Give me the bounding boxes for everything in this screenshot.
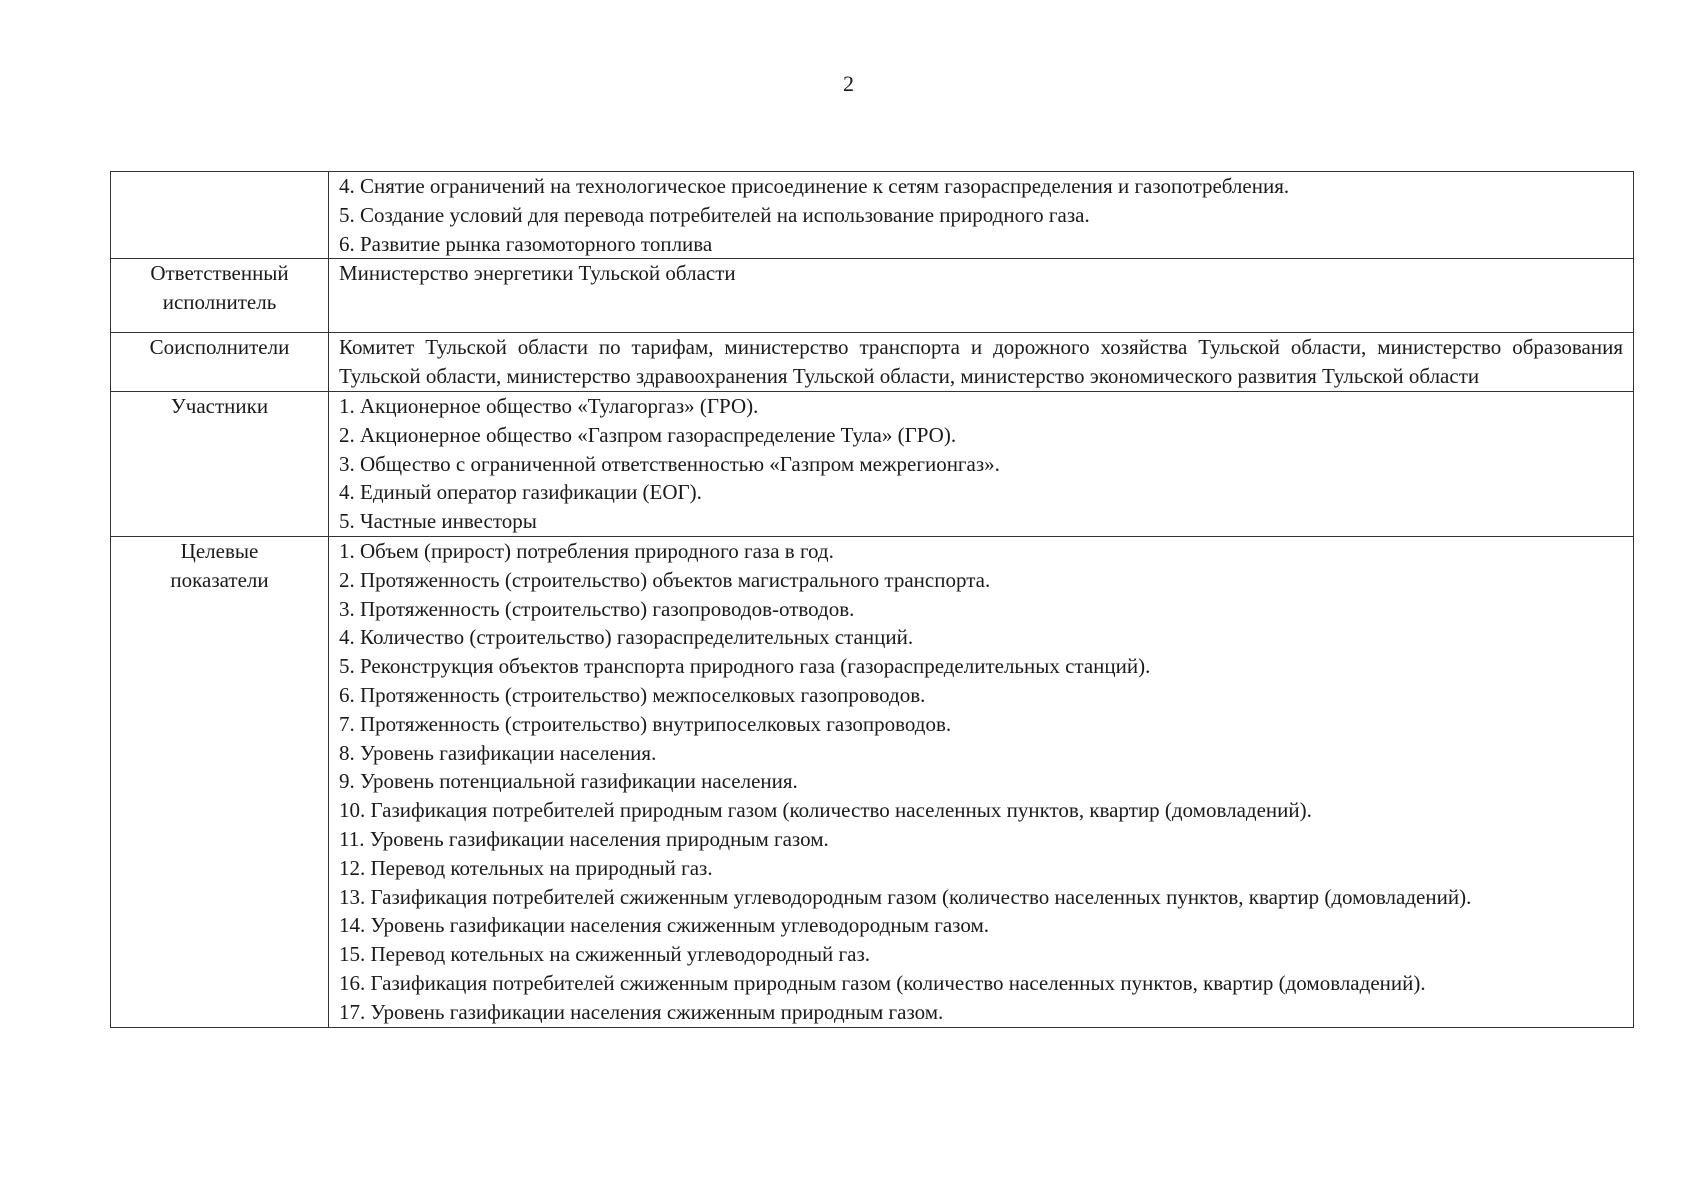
table-row-responsible [111, 259, 1634, 333]
list-item: 8. Уровень газификации населения. [339, 740, 657, 765]
targets-content-cell [329, 536, 1634, 1027]
targets-label-line: Целевые [180, 538, 259, 563]
coexecutors-label-cell: Соисполнители [111, 333, 329, 392]
responsible-label-cell [111, 259, 329, 333]
list-item: 5. Создание условий для перевода потребителей на использование природного газа. [339, 202, 1090, 227]
list-item: 1. Акционерное общество «Тулагоргаз» (ГРО). [339, 393, 759, 418]
list-item: 2. Протяженность (строительство) объектов магистрального транспорта. [339, 567, 991, 592]
list-item: 6. Протяженность (строительство) межпоселковых газопроводов. [339, 682, 926, 707]
list-item: 12. Перевод котельных на природный газ. [339, 855, 713, 880]
responsible-label-line: Ответственный [150, 261, 289, 286]
list-item: 10. Газификация потребителей природным газом (количество населенных пунктов, квартир (домовладений). [339, 798, 1312, 823]
list-item: 4. Единый оператор газификации (ЕОГ). [339, 480, 702, 505]
tasks-label-cell [111, 172, 329, 259]
table-row-coexecutors [111, 333, 1634, 392]
responsible-label-line: исполнитель [162, 290, 277, 315]
list-item: 14. Уровень газификации населения сжиженным углеводородным газом. [339, 913, 989, 938]
table-row-tasks [111, 172, 1634, 259]
list-item: 5. Реконструкция объектов транспорта природного газа (газораспределительных станций). [339, 654, 1151, 679]
list-item: 15. Перевод котельных на сжиженный углеводородный газ. [339, 942, 871, 967]
list-item: 3. Общество с ограниченной ответственностью «Газпром межрегионгаз». [339, 451, 1000, 476]
targets-label-cell [111, 536, 329, 1027]
page-number: 2 [843, 71, 854, 96]
list-item: 11. Уровень газификации населения природным газом. [339, 826, 829, 851]
participants-label-cell: Участники [111, 391, 329, 536]
list-item: 6. Развитие рынка газомоторного топлива [339, 231, 713, 256]
list-item: 3. Протяженность (строительство) газопроводов-отводов. [339, 596, 855, 621]
program-passport-table [110, 171, 1634, 1028]
list-item: 2. Акционерное общество «Газпром газораспределение Тула» (ГРО). [339, 422, 957, 447]
list-item: 4. Снятие ограничений на технологическое присоединение к сетям газораспределения и газопотребления. [339, 174, 1290, 198]
table-row-participants [111, 391, 1634, 536]
list-item: 16. Газификация потребителей сжиженным природным газом (количество населенных пунктов, квартир (домовладений). [339, 970, 1426, 995]
list-item: 13. Газификация потребителей сжиженным углеводородным газом (количество населенных пунктов, квартир (домовладений). [339, 884, 1472, 909]
list-item: 17. Уровень газификации населения сжиженным природным газом. [339, 999, 944, 1024]
table-row-targets [111, 536, 1634, 1027]
responsible-value: Министерство энергетики Тульской области [329, 259, 1634, 333]
targets-label-line: показатели [170, 567, 269, 592]
coexecutors-value [329, 333, 1634, 392]
tasks-content-cell [329, 172, 1634, 259]
coexecutors-text: Комитет Тульской области по тарифам, министерство транспорта и дорожного хозяйства Тульской области, министерство образования Тульской области, министерство здравоохранения Тульской области, министерство экономического развития Тульской области [339, 335, 1623, 389]
list-item: 4. Количество (строительство) газораспределительных станций. [339, 625, 914, 650]
list-item: 5. Частные инвесторы [339, 509, 537, 534]
list-item: 7. Протяженность (строительство) внутрипоселковых газопроводов. [339, 711, 952, 736]
participants-content-cell [329, 391, 1634, 536]
list-item: 9. Уровень потенциальной газификации населения. [339, 769, 798, 794]
list-item: 1. Объем (прирост) потребления природного газа в год. [339, 538, 834, 563]
